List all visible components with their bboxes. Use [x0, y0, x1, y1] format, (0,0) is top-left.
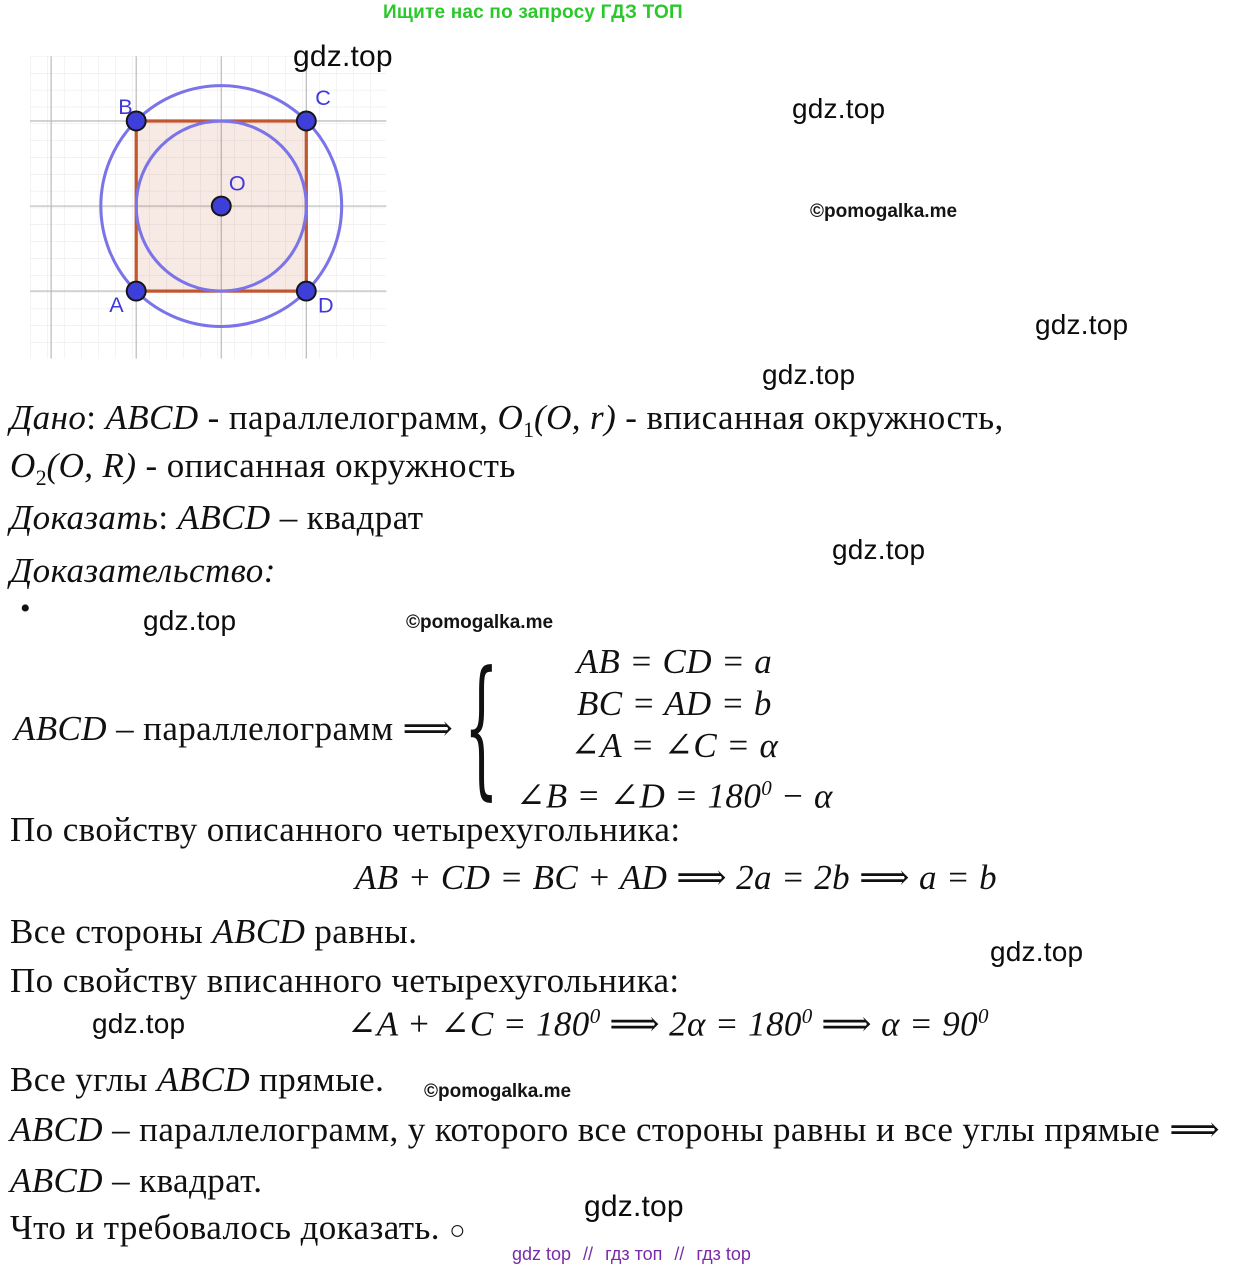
equation-sides: AB + CD = BC + AD ⟹ 2a = 2b ⟹ a = b: [355, 858, 998, 897]
implies-arrow: ⟹: [1169, 1110, 1220, 1149]
system-brace: {: [464, 642, 499, 817]
watermark-pomogalka-3: ©pomogalka.me: [424, 1081, 572, 1102]
label-b: B: [118, 93, 133, 119]
geometry-figure: [0, 40, 420, 400]
given-line-2: $O_2(O$, R) - описанная окружность: [10, 446, 516, 490]
point-d: [297, 282, 316, 301]
promo-banner: Ищите нас по запросу ГДЗ ТОП: [383, 2, 683, 23]
qed-circle-mark: ○: [449, 1215, 466, 1245]
sides-equal-line: Все стороны ABCD равны.: [10, 912, 418, 951]
watermark-gdz-3: gdz.top: [762, 359, 856, 390]
implies-arrow: ⟹: [402, 709, 454, 749]
circle2-symbol: O: [10, 446, 36, 485]
property-circumscribed: По свойству описанного четырехугольника:: [10, 810, 681, 849]
qed-line: Что и требовалось доказать. ○: [10, 1208, 466, 1247]
watermark-pomogalka-2: ©pomogalka.me: [406, 612, 554, 633]
watermark-gdz-figure: gdz.top: [293, 40, 393, 73]
conclusion-line-1: ABCD – параллелограмм, у которого все стороны равны и все углы прямые ⟹: [10, 1110, 1220, 1149]
watermark-gdz-5: gdz.top: [143, 605, 237, 636]
label-c: C: [315, 84, 331, 110]
conclusion-line-2: ABCD – квадрат.: [10, 1161, 263, 1200]
proof-heading: Доказательство:: [10, 551, 276, 590]
point-a: [127, 282, 146, 301]
abcd-ref: ABCD: [105, 398, 199, 437]
label-d: D: [318, 292, 334, 318]
list-bullet: •: [20, 592, 31, 625]
system-eq-3: ∠A = ∠C = α: [570, 726, 779, 765]
label-o: O: [228, 170, 246, 196]
system-equations: [516, 641, 833, 818]
system-eq-4: ∠B = ∠D = $180^0 - \alpha$: [515, 776, 833, 816]
equation-angles: ∠A + ∠C = $180^0$ ⟹ $2\alpha = 180^0$ ⟹ $\alpha = 90^0$: [347, 1004, 989, 1044]
footer-link-gdz-top[interactable]: gdz top: [512, 1244, 572, 1264]
angles-right-line: Все углы ABCD прямые.: [10, 1060, 385, 1099]
given-line-1: Дано: ABCD - параллелограмм, $O_1(O$, r) - вписанная окружность,: [10, 398, 1004, 442]
watermark-gdz-8: gdz.top: [584, 1190, 684, 1223]
prove-line: Доказать: ABCD – квадрат: [10, 498, 424, 537]
circle1-symbol: O: [497, 398, 524, 437]
watermark-gdz-1: gdz.top: [792, 93, 886, 124]
watermark-gdz-7: gdz.top: [92, 1008, 186, 1039]
prove-label: Доказать: [10, 498, 159, 537]
system-eq-2: BC = AD = b: [576, 684, 772, 723]
watermark-gdz-6: gdz.top: [990, 936, 1084, 967]
footer-separator: //: [674, 1244, 685, 1264]
property-inscribed: По свойству вписанного четырехугольника:: [10, 961, 680, 1000]
system-eq-1: AB = CD = a: [576, 642, 773, 681]
system-lead: ABCD – параллелограмм ⟹: [14, 709, 454, 749]
footer-link-gdz-top-cyr[interactable]: гдз топ: [605, 1244, 663, 1264]
label-a: A: [109, 291, 124, 317]
watermark-gdz-4: gdz.top: [832, 534, 926, 565]
point-c: [297, 112, 316, 131]
watermark-pomogalka-1: ©pomogalka.me: [810, 201, 958, 222]
footer-links: [512, 1244, 751, 1265]
given-label: Дано: [10, 398, 87, 437]
parallelogram-system: [14, 641, 833, 818]
watermark-gdz-2: gdz.top: [1035, 309, 1129, 340]
footer-separator: //: [583, 1244, 594, 1264]
point-o: [212, 197, 231, 216]
footer-link-gdz-top-mixed[interactable]: гдз top: [696, 1244, 751, 1264]
